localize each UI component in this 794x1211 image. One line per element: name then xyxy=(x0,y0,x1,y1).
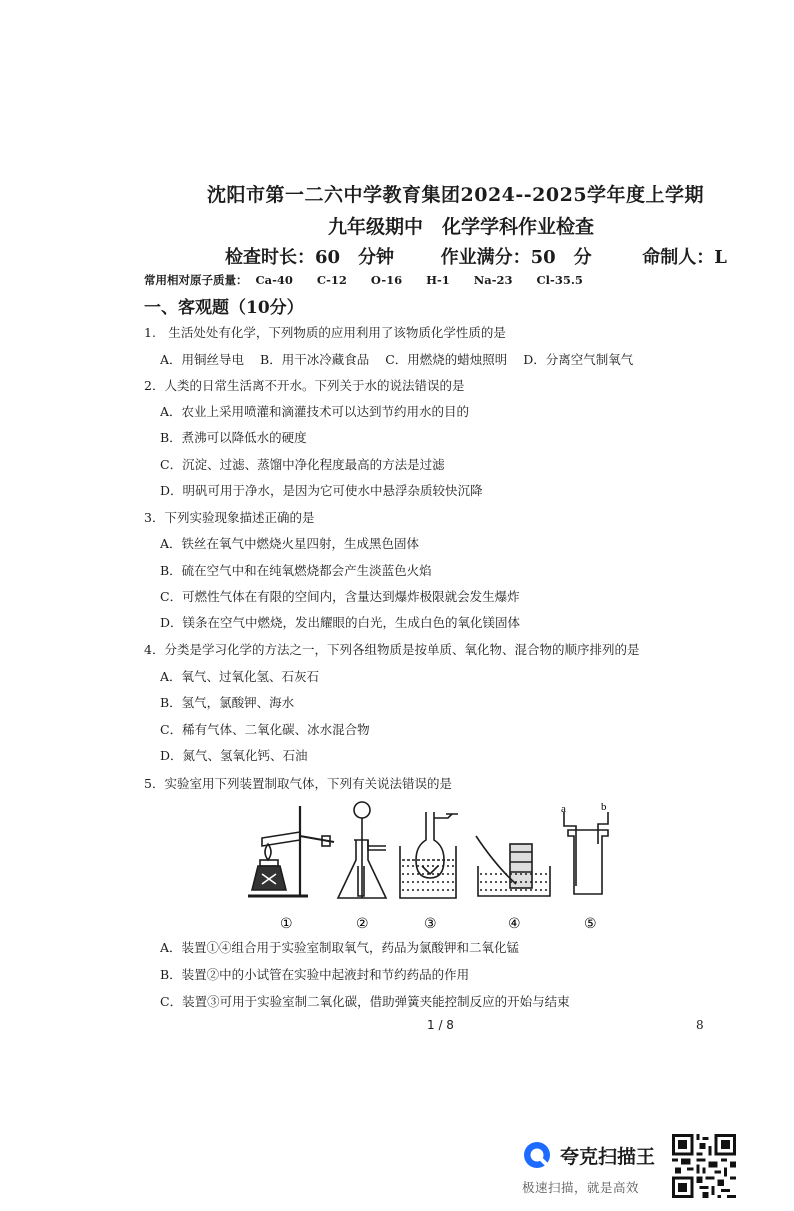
question-stem: 4．分类是学习化学的方法之一，下列各组物质是按单质、氧化物、混合物的顺序排列的是 xyxy=(144,642,640,657)
option: A．氧气、过氧化氢、石灰石 xyxy=(160,669,320,684)
question-options xyxy=(160,350,645,368)
full-score: 作业满分：50 分 xyxy=(440,247,592,268)
section-title: 一、客观题（10分） xyxy=(144,298,304,318)
apparatus-label: ② xyxy=(356,916,369,932)
exam-info xyxy=(225,243,727,269)
apparatus-1 xyxy=(248,806,334,896)
option: D．分离空气制氧气 xyxy=(523,352,634,367)
question-stem: 2．人类的日常生活离不开水。下列关于水的说法错误的是 xyxy=(144,378,465,393)
atomic-mass: Ca-40 xyxy=(255,273,293,287)
apparatus-label: ④ xyxy=(508,916,521,932)
apparatus-5 xyxy=(564,812,608,894)
qr-code-icon xyxy=(672,1134,736,1198)
atomic-masses xyxy=(144,272,603,288)
atomic-masses-label: 常用相对原子质量： xyxy=(144,273,248,287)
port-a-label: a xyxy=(561,803,566,815)
option: B．氢气，氯酸钾、海水 xyxy=(160,695,295,710)
apparatus-label: ⑤ xyxy=(584,916,597,932)
atomic-mass: Na-23 xyxy=(473,273,513,287)
option: A．装置①④组合用于实验室制取氧气，药品为氯酸钾和二氧化锰 xyxy=(160,940,520,955)
atomic-mass: C-12 xyxy=(316,273,347,287)
option: C．可燃性气体在有限的空间内，含量达到爆炸极限就会发生爆炸 xyxy=(160,589,520,604)
apparatus-4 xyxy=(476,836,550,896)
duration: 检查时长：60 分钟 xyxy=(225,247,395,268)
option: C．沉淀、过滤、蒸馏中净化程度最高的方法是过滤 xyxy=(160,457,445,472)
option: C．装置③可用于实验室制二氧化碳，借助弹簧夹能控制反应的开始与结束 xyxy=(160,994,570,1009)
exam-subtitle: 九年级期中 化学学科作业检查 xyxy=(328,216,595,238)
option: B．装置②中的小试管在实验中起液封和节约药品的作用 xyxy=(160,967,470,982)
question-stem: 5．实验室用下列装置制取气体，下列有关说法错误的是 xyxy=(144,776,452,791)
scanner-watermark xyxy=(522,1140,672,1196)
exam-title: 沈阳市第一二六中学教育集团2024--2025学年度上学期 xyxy=(207,184,705,206)
quark-logo-icon xyxy=(522,1140,552,1170)
apparatus-label: ① xyxy=(280,916,293,932)
option: A．用铜丝导电 xyxy=(160,352,245,367)
option: C．用燃烧的蜡烛照明 xyxy=(385,352,508,367)
atomic-mass: Cl-35.5 xyxy=(536,273,583,287)
lab-apparatus-figure xyxy=(238,800,618,938)
option: A．农业上采用喷灌和滴灌技术可以达到节约用水的目的 xyxy=(160,404,470,419)
option: D．明矾可用于净水，是因为它可使水中悬浮杂质较快沉降 xyxy=(160,483,483,498)
option: B．煮沸可以降低水的硬度 xyxy=(160,430,307,445)
apparatus-2 xyxy=(338,802,386,898)
atomic-mass: O-16 xyxy=(370,273,403,287)
author: 命制人：L xyxy=(642,247,727,268)
option: B．硫在空气中和在纯氧燃烧都会产生淡蓝色火焰 xyxy=(160,563,432,578)
option: A．铁丝在氧气中燃烧火星四射，生成黑色固体 xyxy=(160,536,420,551)
atomic-mass: H-1 xyxy=(426,273,450,287)
option: C．稀有气体、二氧化碳、冰水混合物 xyxy=(160,722,370,737)
page-number: 1 / 8 xyxy=(427,1018,454,1032)
option: D．镁条在空气中燃烧，发出耀眼的白光，生成白色的氧化镁固体 xyxy=(160,615,521,630)
apparatus-3 xyxy=(400,812,458,898)
port-b-label: b xyxy=(601,801,607,813)
watermark-brand: 夸克扫描王 xyxy=(560,1146,656,1168)
question-stem: 3．下列实验现象描述正确的是 xyxy=(144,510,315,525)
apparatus-label: ③ xyxy=(424,916,437,932)
option: D．氮气、氢氧化钙、石油 xyxy=(160,748,308,763)
stray-mark: 8 xyxy=(696,1018,704,1032)
question-stem: 1. 生活处处有化学，下列物质的应用利用了该物质化学性质的是 xyxy=(144,325,506,340)
watermark-tagline: 极速扫描，就是高效 xyxy=(522,1180,640,1195)
option: B．用干冰冷藏食品 xyxy=(260,352,370,367)
